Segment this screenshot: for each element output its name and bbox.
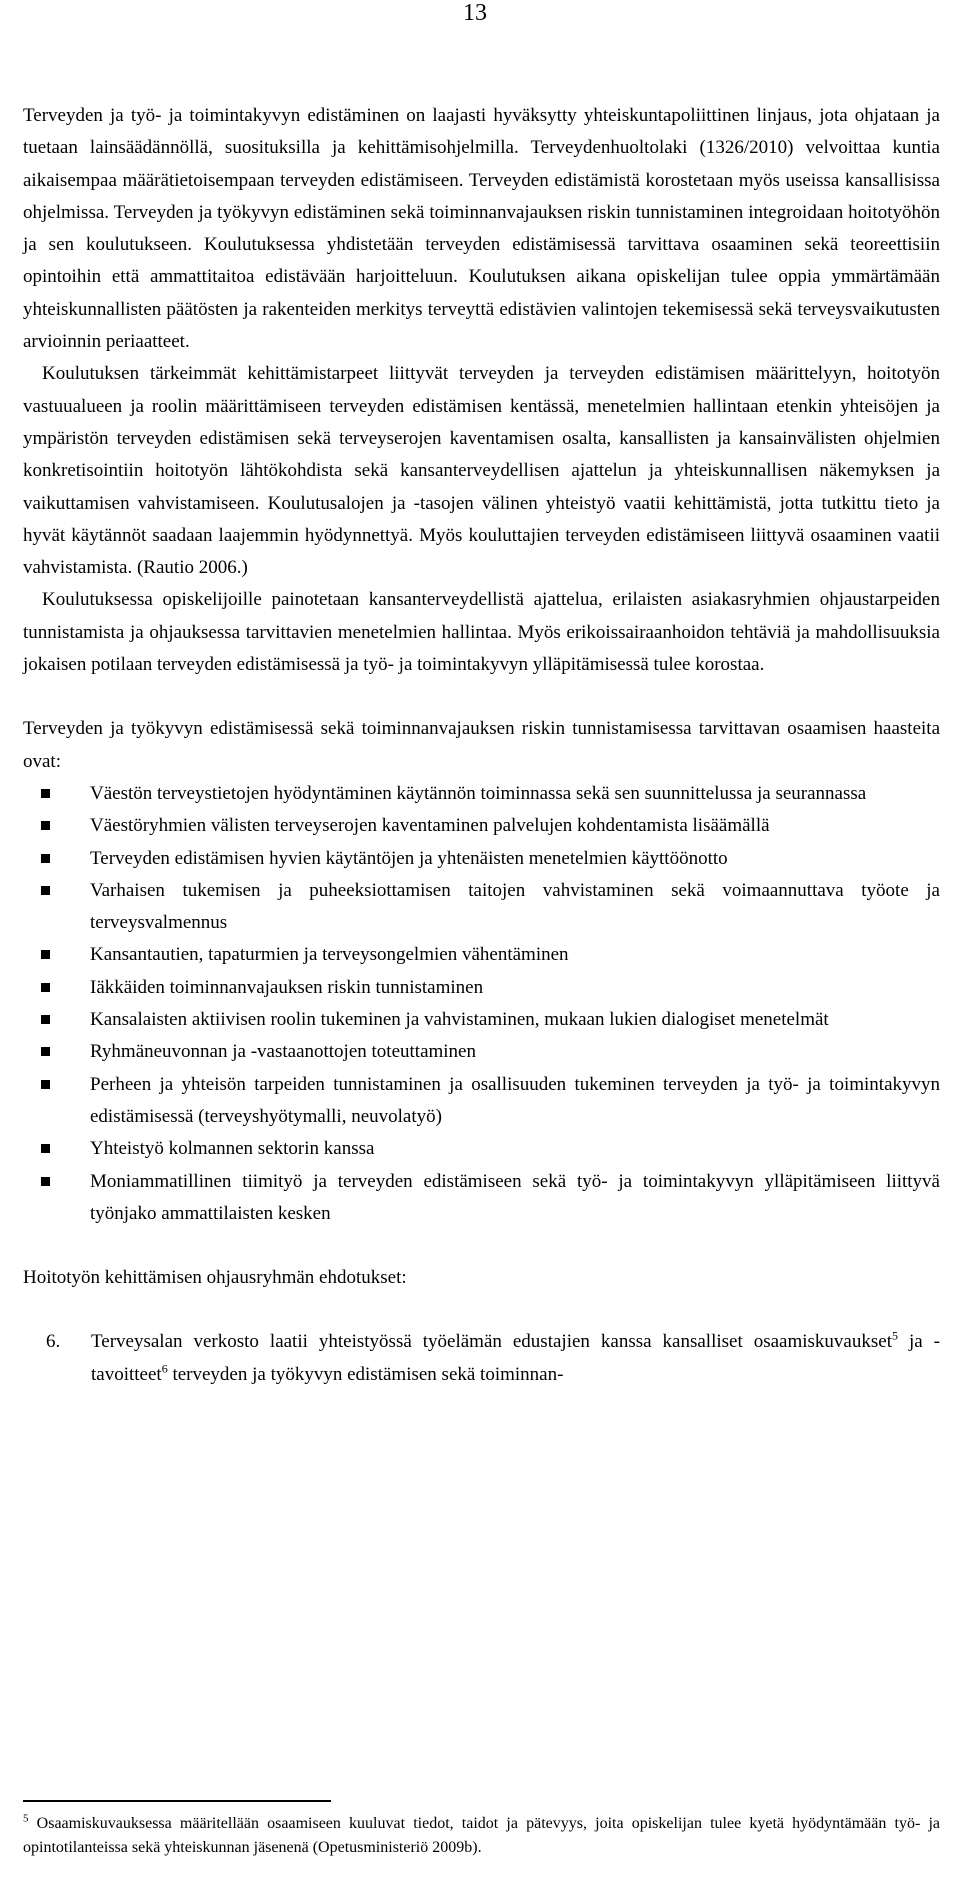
list-item-text: Iäkkäiden toiminnanvajauksen riskin tunnistaminen bbox=[90, 976, 484, 998]
list-item bbox=[23, 939, 940, 971]
footnote-divider bbox=[23, 1800, 331, 1802]
challenges-list bbox=[23, 778, 940, 1230]
bullet-icon bbox=[41, 886, 50, 895]
bullet-icon bbox=[41, 983, 50, 992]
list-item bbox=[23, 1069, 940, 1134]
page-number: 13 bbox=[463, 0, 487, 26]
list-item bbox=[23, 972, 940, 1004]
bullet-icon bbox=[41, 789, 50, 798]
proposals-heading: Hoitotyön kehittämisen ohjausryhmän ehdotukset: bbox=[23, 1267, 407, 1289]
list-item-text: Perheen ja yhteisön tarpeiden tunnistaminen ja osallisuuden tukeminen terveyden ja työ- ja toimintakyvyn edistämisessä (terveyshyötymalli, neuvolatyö) bbox=[90, 1073, 940, 1127]
proposal-number: 6. bbox=[46, 1331, 61, 1353]
footnote bbox=[23, 1812, 940, 1860]
list-item-text: Väestöryhmien välisten terveyserojen kaventaminen palvelujen kohdentamista lisäämällä bbox=[90, 815, 770, 837]
list-item bbox=[23, 875, 940, 940]
footnote-marker: 5 bbox=[23, 1812, 29, 1825]
proposal-item bbox=[23, 1326, 940, 1391]
bullet-icon bbox=[41, 1047, 50, 1056]
list-item bbox=[23, 1133, 940, 1165]
list-item-text: Terveyden edistämisen hyvien käytäntöjen ja yhtenäisten menetelmien käyttöönotto bbox=[90, 847, 728, 869]
bullet-icon bbox=[41, 1144, 50, 1153]
paragraph-education-emphasis: Koulutuksessa opiskelijoille painotetaan kansanterveydellistä ajattelua, erilaisten asiakasryhmien ohjaustarpeiden tunnistamista ja ohjauksessa tarvittavien menetelmien hallintaa. Myös erikoissairaanhoidon tehtäviä ja mahdollisuuksia jokaisen potilaan terveyden edistämisessä ja työ- ja toimintakyvyn ylläpitämisessä tulee korostaa. bbox=[23, 589, 940, 676]
footnote-ref: 5 bbox=[891, 1329, 898, 1344]
proposal-text-part2: ja -tavoitteet bbox=[91, 1331, 940, 1385]
proposal-text-part3: terveyden ja työkyvyn edistämisen sekä toiminnan- bbox=[167, 1363, 564, 1385]
list-item bbox=[23, 1166, 940, 1231]
footnote-text: Osaamiskuvauksessa määritellään osaamiseen kuuluvat tiedot, taidot ja pätevyys, joita opiskelijan tulee kyetä hyödyntämään työ- ja opintotilanteissa sekä yhteiskunnan jäsenenä (Opetusministeriö 2009b). bbox=[23, 1815, 941, 1856]
bullet-icon bbox=[41, 854, 50, 863]
list-item-text: Varhaisen tukemisen ja puheeksiottamisen taitojen vahvistaminen sekä voimaannuttava työote ja terveysvalmennus bbox=[90, 879, 940, 934]
list-item bbox=[23, 843, 940, 875]
page-content bbox=[23, 100, 940, 1391]
bullet-icon bbox=[41, 950, 50, 959]
list-item-text: Ryhmäneuvonnan ja -vastaanottojen toteuttaminen bbox=[90, 1041, 476, 1063]
list-item bbox=[23, 778, 940, 810]
paragraph-intro: Terveyden ja työ- ja toimintakyvyn edistäminen on laajasti hyväksytty yhteiskuntapoliittinen linjaus, jota ohjataan ja tuetaan lainsäädännöllä, suosituksilla ja kehittämisohjelmilla. Terveydenhuoltolaki (1326/2010) velvoittaa kuntia aikaisempaa määrätietoisempaan terveyden edistämiseen. Terveyden edistämistä korostetaan myös useissa kansallisissa ohjelmissa. Terveyden ja työkyvyn edistäminen sekä toiminnanvajauksen riskin tunnistaminen integroidaan hoitotyöhön ja sen koulutukseen. Koulutuksessa yhdistetään terveyden edistämisessä tarvittava osaaminen sekä teoreettisiin opintoihin että ammattitaitoa edistävään harjoitteluun. Koulutuksen aikana opiskelijan tulee oppia ymmärtämään yhteiskunnallisten päätösten ja rakenteiden merkitys terveyttä edistävien valintojen tekemisessä sekä terveysvaikutusten arvioinnin periaatteet. bbox=[23, 105, 940, 353]
footnote-ref: 6 bbox=[161, 1361, 168, 1376]
bullet-icon bbox=[41, 821, 50, 830]
list-item bbox=[23, 1036, 940, 1068]
bullet-icon bbox=[41, 1015, 50, 1024]
list-item bbox=[23, 810, 940, 842]
list-item bbox=[23, 1004, 940, 1036]
list-item-text: Kansantautien, tapaturmien ja terveysongelmien vähentäminen bbox=[90, 944, 569, 966]
list-item-text: Yhteistyö kolmannen sektorin kanssa bbox=[90, 1138, 375, 1160]
list-item-text: Väestön terveystietojen hyödyntäminen käytännön toiminnassa sekä sen suunnittelussa ja seurannassa bbox=[90, 782, 867, 804]
challenges-intro: Terveyden ja työkyvyn edistämisessä sekä toiminnanvajauksen riskin tunnistamisessa tarvittavan osaamisen haasteita ovat: bbox=[23, 718, 940, 772]
list-item-text: Moniammatillinen tiimityö ja terveyden edistämiseen sekä työ- ja toimintakyvyn ylläpitämiseen liittyvä työnjako ammattilaisten kesken bbox=[90, 1170, 940, 1224]
list-item-text: Kansalaisten aktiivisen roolin tukeminen ja vahvistaminen, mukaan lukien dialogiset menetelmät bbox=[90, 1009, 829, 1031]
paragraph-development-needs: Koulutuksen tärkeimmät kehittämistarpeet liittyvät terveyden ja terveyden edistämisen määrittelyyn, hoitotyön vastuualueen ja roolin määrittämiseen terveyden edistämisen kentässä, menetelmien hallintaan etenkin yhteisöjen ja ympäristön terveyden edistämisen sekä terveyserojen kaventamisen osalta, kansallisten ja kansainvälisten ohjelmien konkretisointiin hoitotyön lähtökohdista sekä kansanterveydellisen ajattelun ja yhteiskunnallisen näkemyksen ja vaikuttamisen vahvistamiseen. Koulutusalojen ja -tasojen välinen yhteistyö vaatii kehittämistä, jotta tutkittu tieto ja hyvät käytännöt saadaan laajemmin hyödynnettyä. Myös kouluttajien terveyden edistämiseen liittyvä osaaminen vaatii vahvistamista. (Rautio 2006.) bbox=[23, 363, 940, 579]
bullet-icon bbox=[41, 1080, 50, 1089]
bullet-icon bbox=[41, 1177, 50, 1186]
proposal-text-part1: Terveysalan verkosto laatii yhteistyössä työelämän edustajien kanssa kansalliset osaamiskuvaukset bbox=[91, 1331, 892, 1353]
